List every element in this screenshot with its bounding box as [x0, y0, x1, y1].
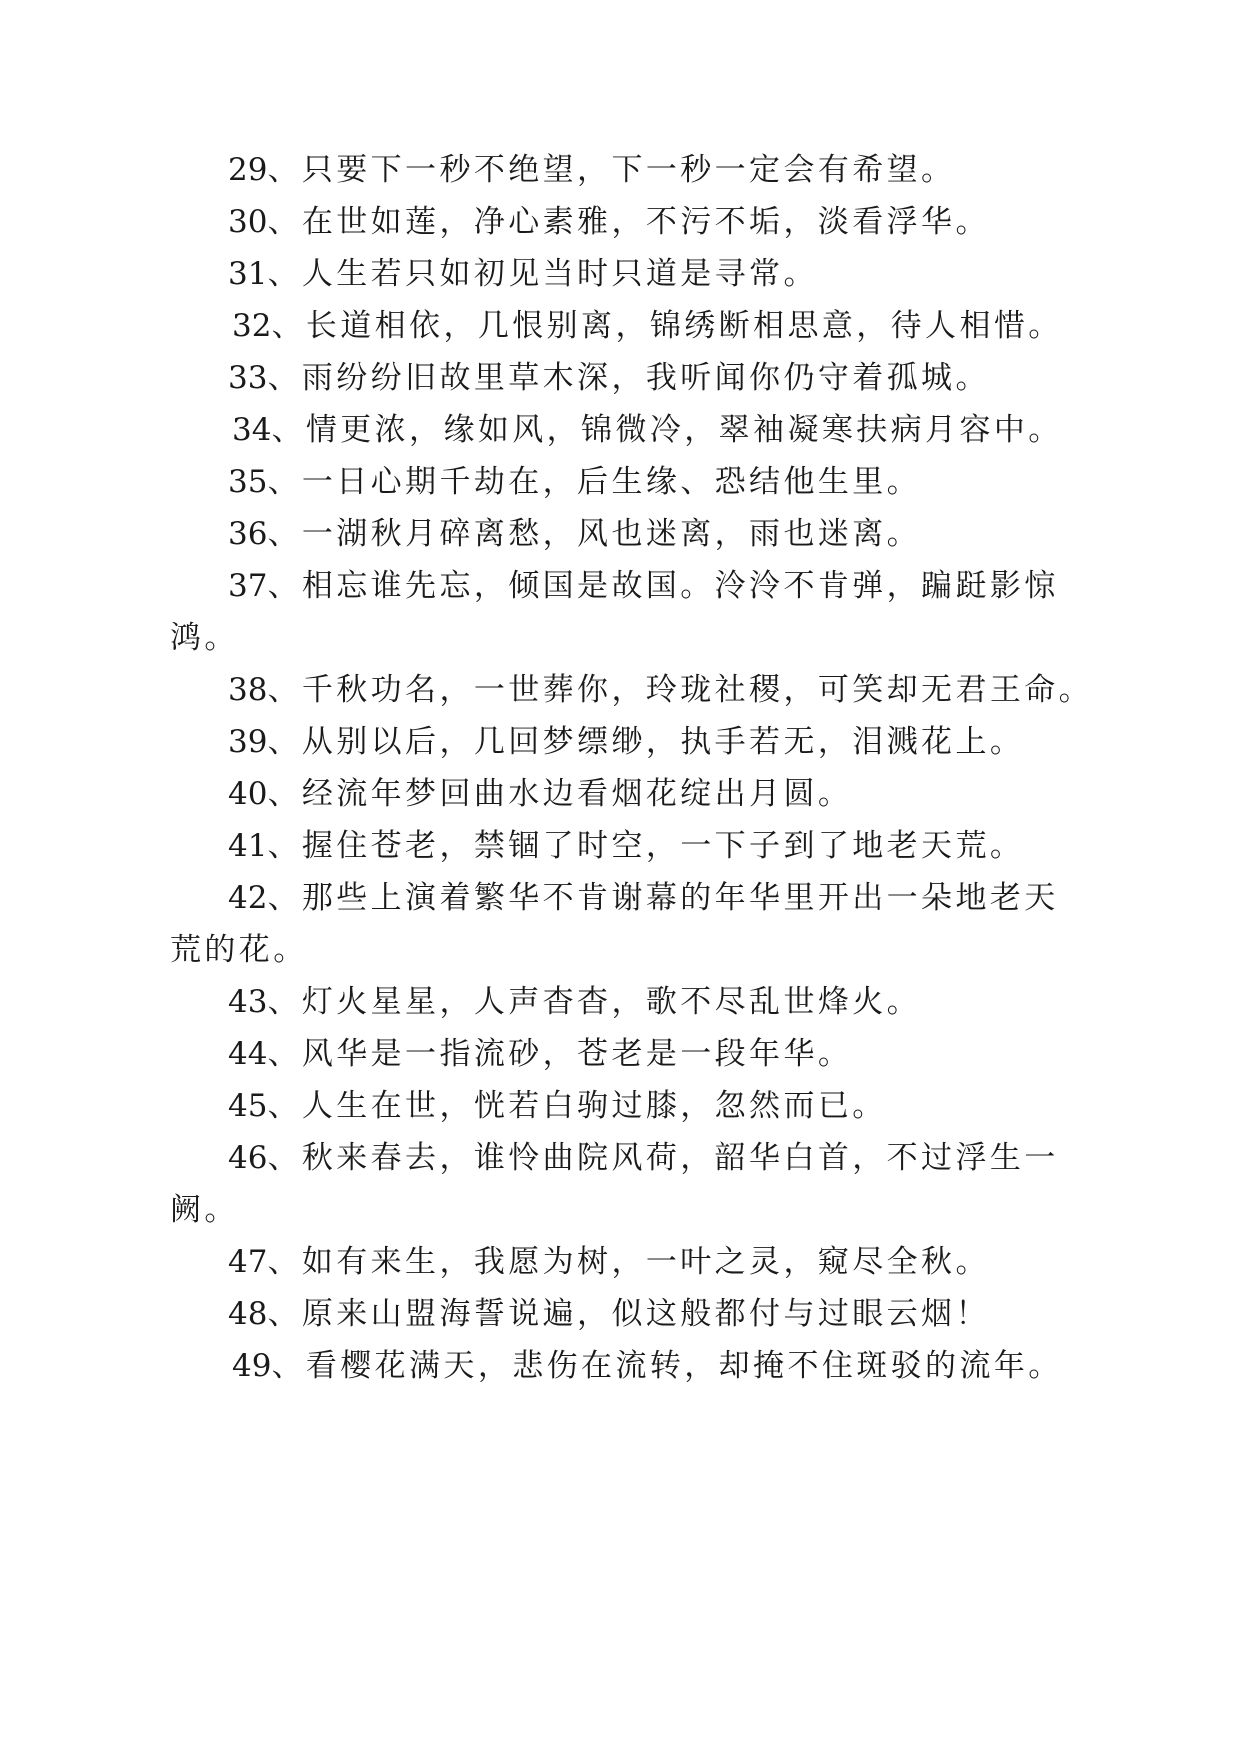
quote-line-39 — [228, 722, 1024, 762]
quote-text: 、风华是一指流砂，苍老是一段年华。 — [267, 1036, 853, 1072]
quote-number: 45 — [228, 1088, 268, 1124]
quote-number: 34 — [232, 412, 272, 448]
quote-text: 、一日心期千劫在，后生缘、恐结他生里。 — [267, 464, 922, 500]
quote-line-49 — [232, 1346, 1063, 1386]
quote-text: 、秋来春去，谁怜曲院风荷，韶华白首，不过浮生一 — [267, 1140, 1059, 1176]
quote-number: 46 — [228, 1140, 268, 1176]
quote-text: 、在世如莲，净心素雅，不污不垢，淡看浮华。 — [267, 204, 990, 240]
quote-line-40 — [228, 774, 852, 814]
quote-number: 48 — [228, 1296, 268, 1332]
quote-line-34 — [232, 410, 1063, 450]
quote-line-43 — [228, 982, 921, 1022]
quote-number: 37 — [228, 568, 268, 604]
quote-text: 、长道相依，几恨别离，锦绣断相思意，待人相惜。 — [271, 308, 1063, 344]
quote-text: 、原来山盟海誓说遍，似这般都付与过眼云烟！ — [267, 1296, 990, 1332]
quote-text: 、经流年梦回曲水边看烟花绽出月圆。 — [267, 776, 853, 812]
quote-number: 35 — [228, 464, 268, 500]
quote-text: 、人生若只如初见当时只道是寻常。 — [267, 256, 818, 292]
quote-line-41 — [228, 826, 1024, 866]
quote-number: 44 — [228, 1036, 268, 1072]
quote-line-44 — [228, 1034, 852, 1074]
quote-text: 、如有来生，我愿为树，一叶之灵，窥尽全秋。 — [267, 1244, 990, 1280]
quote-line-33 — [228, 358, 990, 398]
quote-line-46-continued — [170, 1190, 239, 1230]
quote-line-37 — [228, 566, 1059, 606]
quote-line-47 — [228, 1242, 990, 1282]
quote-number: 42 — [228, 880, 268, 916]
quote-line-35 — [228, 462, 921, 502]
quote-number: 40 — [228, 776, 268, 812]
quote-text: 、看樱花满天，悲伤在流转，却掩不住斑驳的流年。 — [271, 1348, 1063, 1384]
quote-text: 、灯火星星，人声杳杳，歌不尽乱世烽火。 — [267, 984, 922, 1020]
quote-number: 30 — [228, 204, 268, 240]
quote-text: 、雨纷纷旧故里草木深，我听闻你仍守着孤城。 — [267, 360, 990, 396]
quote-number: 39 — [228, 724, 268, 760]
quote-line-37-continued — [170, 618, 239, 658]
quote-text: 、人生在世，恍若白驹过膝，忽然而已。 — [267, 1088, 887, 1124]
quote-number: 43 — [228, 984, 268, 1020]
quote-number: 36 — [228, 516, 268, 552]
quote-line-32 — [232, 306, 1063, 346]
quote-number: 47 — [228, 1244, 268, 1280]
quote-text: 、一湖秋月碎离愁，风也迷离，雨也迷离。 — [267, 516, 922, 552]
quote-text-continued: 阙。 — [170, 1192, 239, 1228]
quote-text-continued: 鸿。 — [170, 620, 239, 656]
quote-number: 49 — [232, 1348, 272, 1384]
quote-number: 31 — [228, 256, 268, 292]
quote-text: 、只要下一秒不绝望，下一秒一定会有希望。 — [267, 152, 956, 188]
quote-line-36 — [228, 514, 921, 554]
quote-line-38 — [228, 670, 1093, 710]
quote-line-42-continued — [170, 930, 308, 970]
quote-number: 38 — [228, 672, 268, 708]
quote-text: 、从别以后，几回梦缥缈，执手若无，泪溅花上。 — [267, 724, 1025, 760]
quote-line-46 — [228, 1138, 1059, 1178]
quote-line-48 — [228, 1294, 990, 1334]
quote-line-31 — [228, 254, 818, 294]
quote-text: 、那些上演着繁华不肯谢幕的年华里开出一朵地老天 — [267, 880, 1059, 916]
quote-line-45 — [228, 1086, 887, 1126]
quote-text: 、相忘谁先忘，倾国是故国。泠泠不肯弹，蹁跹影惊 — [267, 568, 1059, 604]
quote-line-29 — [228, 150, 955, 190]
quote-number: 32 — [232, 308, 272, 344]
quote-line-30 — [228, 202, 990, 242]
quote-text-continued: 荒的花。 — [170, 932, 308, 968]
quote-number: 29 — [228, 152, 268, 188]
quote-text: 、千秋功名，一世葬你，玲珑社稷，可笑却无君王命。 — [267, 672, 1094, 708]
quote-line-42 — [228, 878, 1059, 918]
quote-number: 33 — [228, 360, 268, 396]
quote-text: 、情更浓，缘如风，锦微冷，翠袖凝寒扶病月容中。 — [271, 412, 1063, 448]
quote-number: 41 — [228, 828, 268, 864]
quote-text: 、握住苍老，禁锢了时空，一下子到了地老天荒。 — [267, 828, 1025, 864]
